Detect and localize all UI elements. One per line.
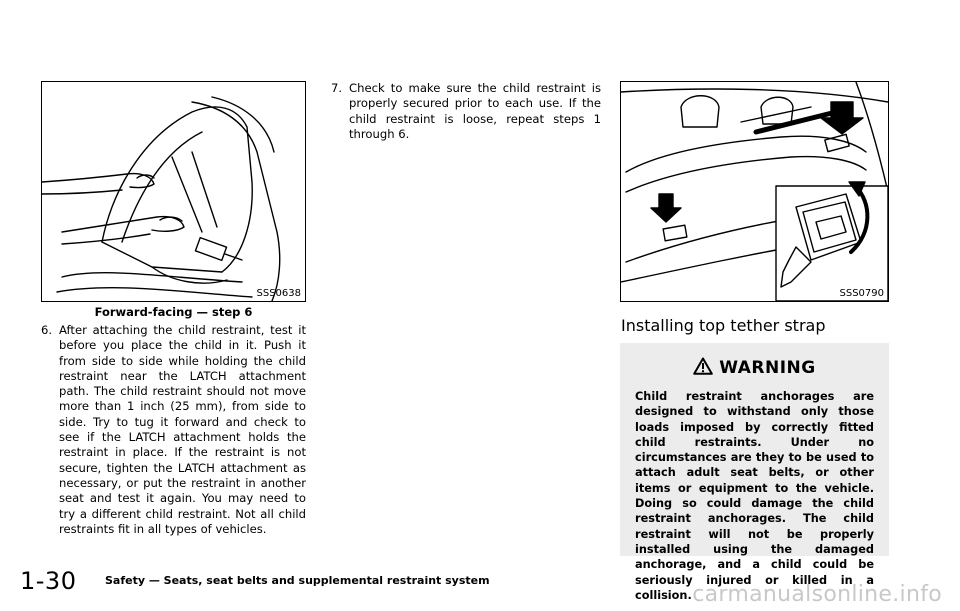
figure-code: SSS0638 (256, 288, 301, 299)
warning-title-text: WARNING (719, 358, 816, 378)
step-text: Check to make sure the child restraint is properly secured prior to each use. If the child restraint is loose, repeat steps 1 through 6. (349, 81, 601, 141)
step-7 (331, 81, 601, 142)
figure-caption: Forward-facing — step 6 (94, 305, 253, 319)
child-seat-illustration (42, 82, 305, 301)
page-number: 1-30 (20, 567, 77, 595)
step-number: 6. (41, 323, 53, 337)
step-text: After attaching the child restraint, test it before you place the child in it. Push it from side to side while holding the child restraint near the LATCH attachment path. The child restraint should not move more than 1 inch (25 mm), from side to side. Try to tug it forward and check to see if the LATCH attachment holds the restraint in place. If the restraint is not secure, tighten the LATCH attachment as necessary, or put the restraint in another seat and test it again. You may need to try a different child restraint. Not all child restraints fit in all types of vehicles. (59, 323, 306, 536)
warning-title (620, 357, 889, 380)
warning-triangle-icon (693, 357, 713, 380)
figure-forward-facing-step6 (41, 81, 306, 302)
watermark-text: carmanualsonline.info (692, 582, 942, 607)
figure-code: SSS0790 (839, 288, 884, 299)
rear-seat-illustration (621, 82, 888, 301)
figure-top-tether-anchors (620, 81, 889, 302)
step-number: 7. (331, 81, 343, 95)
warning-text: Child restraint anchorages are designed to withstand only those loads imposed by correctly fitted child restraints. Under no circumstances are they to be used to attach adult seat belts, or other items or equipment to the vehicle. Doing so could damage the child restraint anchorages. The child restraint will not be properly installed using the damaged anchorage, and a child could be seriously injured or killed in a collision. (635, 390, 874, 602)
chapter-title: Safety — Seats, seat belts and supplemental restraint system (105, 574, 490, 587)
step-6 (41, 323, 306, 537)
section-heading: Installing top tether strap (621, 316, 826, 335)
